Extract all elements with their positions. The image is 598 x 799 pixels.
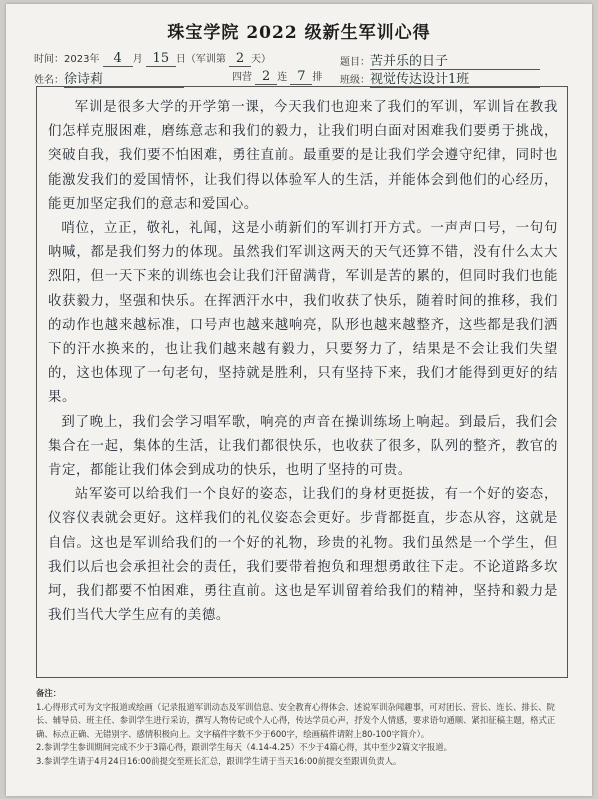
name-value: 徐诗莉 — [64, 68, 184, 88]
note-3: 3.参训学生请于4月24日16:00前提交至班长汇总，跟训学生请于当天16:00前提交至跟训负责人。 — [36, 755, 402, 766]
camp-prefix: 四营 — [232, 72, 252, 83]
month-unit: 月 — [132, 54, 143, 65]
year-text: 2023年 — [64, 54, 100, 65]
essay-paragraph-2: 哨位，立正，敬礼，礼闻，这是小萌新们的军训打开方式。一声声口号，一句句呐喊，都是我们努力的体现。虽然我们军训这两天的天气还算不错，没有什么太大烈阳，但一天下来的训练也会让我们汗留满背，军训是苦的累的，但同时我们也能收获毅力，坚强和快乐。在挥洒汗水中，我们收获了快乐，随着时间的推移，我们的动作也越来越标准，口号声也越来越响亮，队形也越来越整齐，这些都是我们洒下的汗水换来的，也让我们越来越有毅力，只要努力了，结果是不会让我们失望的，这也体现了一句老句，坚持就是胜利，只有坚持下来，我们才能得到更好的结果。 — [48, 221, 558, 406]
essay-paragraph-1: 军训是很多大学的开学第一课，今天我们也迎来了我们的军训，军训旨在教我们怎样克服困难，磨练意志和我们的毅力，让我们明白面对困难我们要勇于挑战，突破自我，我们要不怕困难，勇往直前。最重要的是让我们学会遵守纪律，同时也能激发我们的爱国情怀，让我们得以体验军人的生活，并能体会到他们的心经历，能更加坚定我们的意志和爱国心。 — [48, 100, 558, 212]
notes-section — [36, 687, 568, 768]
company-unit: 连 — [277, 72, 288, 83]
document-title: 珠宝学院 2022 级新生军训心得 — [167, 23, 431, 43]
company-value: 2 — [255, 69, 277, 85]
day-value: 15 — [146, 51, 176, 67]
essay-paragraph-3: 到了晚上，我们会学习唱军歌，响亮的声音在操训练场上响起。到最后，我们会集合在一起，集体的生活，让我们都很快乐，也收获了很多，队列的整齐，教官的肯定，都能让我们体会到成功的快乐，也明了坚持的可贵。 — [48, 414, 558, 479]
month-value: 4 — [103, 51, 133, 67]
note-2: 2.参训学生参训期间完成不少于3篇心得，跟训学生每天（4.14-4.25）不少于4篇心得，其中至少2篇文字报道。 — [36, 742, 453, 752]
document-sheet — [6, 4, 592, 796]
notes-heading: 备注： — [36, 688, 62, 698]
platoon-value: 7 — [290, 69, 312, 85]
class-label: 班级： — [340, 75, 370, 86]
essay-paragraph-4: 站军姿可以给我们一个良好的姿态，让我们的身材更挺拔，有一个好的姿态，仪容仪表就会更好。这样我们的礼仪姿态会更好。步背都挺直，步态从容，这就是自信。这也是军训给我们的一个好的礼物，珍贵的礼物。我们虽然是一个学生，但我们以后也会承担社会的责任，我们要带着抱负和理想勇敢往下走。不论道路多坎坷，我们都要不怕困难，勇往直前。这也是军训留着给我们的精神，坚持和毅力是我们当代大学生应有的美德。 — [48, 487, 558, 624]
header-topic — [340, 50, 540, 70]
topic-label: 题目： — [340, 57, 370, 68]
day-unit: 日（军训第 — [175, 54, 226, 65]
training-day-value: 2 — [229, 51, 251, 67]
header-row-name — [34, 68, 184, 88]
class-value: 视觉传达设计1班 — [370, 68, 540, 88]
essay-body — [48, 96, 558, 628]
header-unit — [232, 68, 322, 85]
training-day-unit: 天） — [251, 54, 272, 65]
header-row-time — [34, 50, 271, 67]
platoon-unit: 排 — [312, 72, 323, 83]
header-class — [340, 68, 540, 88]
name-label: 姓名： — [34, 75, 64, 86]
note-1: 1.心得形式可为文字报道或绘画（记录报道军训动态及军训信息、安全教育心得体会、述说军训杂闻趣事，可对团长、营长、连长、排长、院长、辅导员、班主任、参训学生进行采访，撰写人物传记或个人心得，传达学员心声，抒发个人情感，要求语句通顺、紧扣征稿主题，格式正确、标点正确、无错别字、感情积极向上。文字稿件字数不少于600字，绘画稿件请附上80-100字简介）。 — [36, 701, 556, 739]
time-label: 时间： — [34, 54, 64, 65]
topic-value: 苦并乐的日子 — [370, 50, 540, 70]
